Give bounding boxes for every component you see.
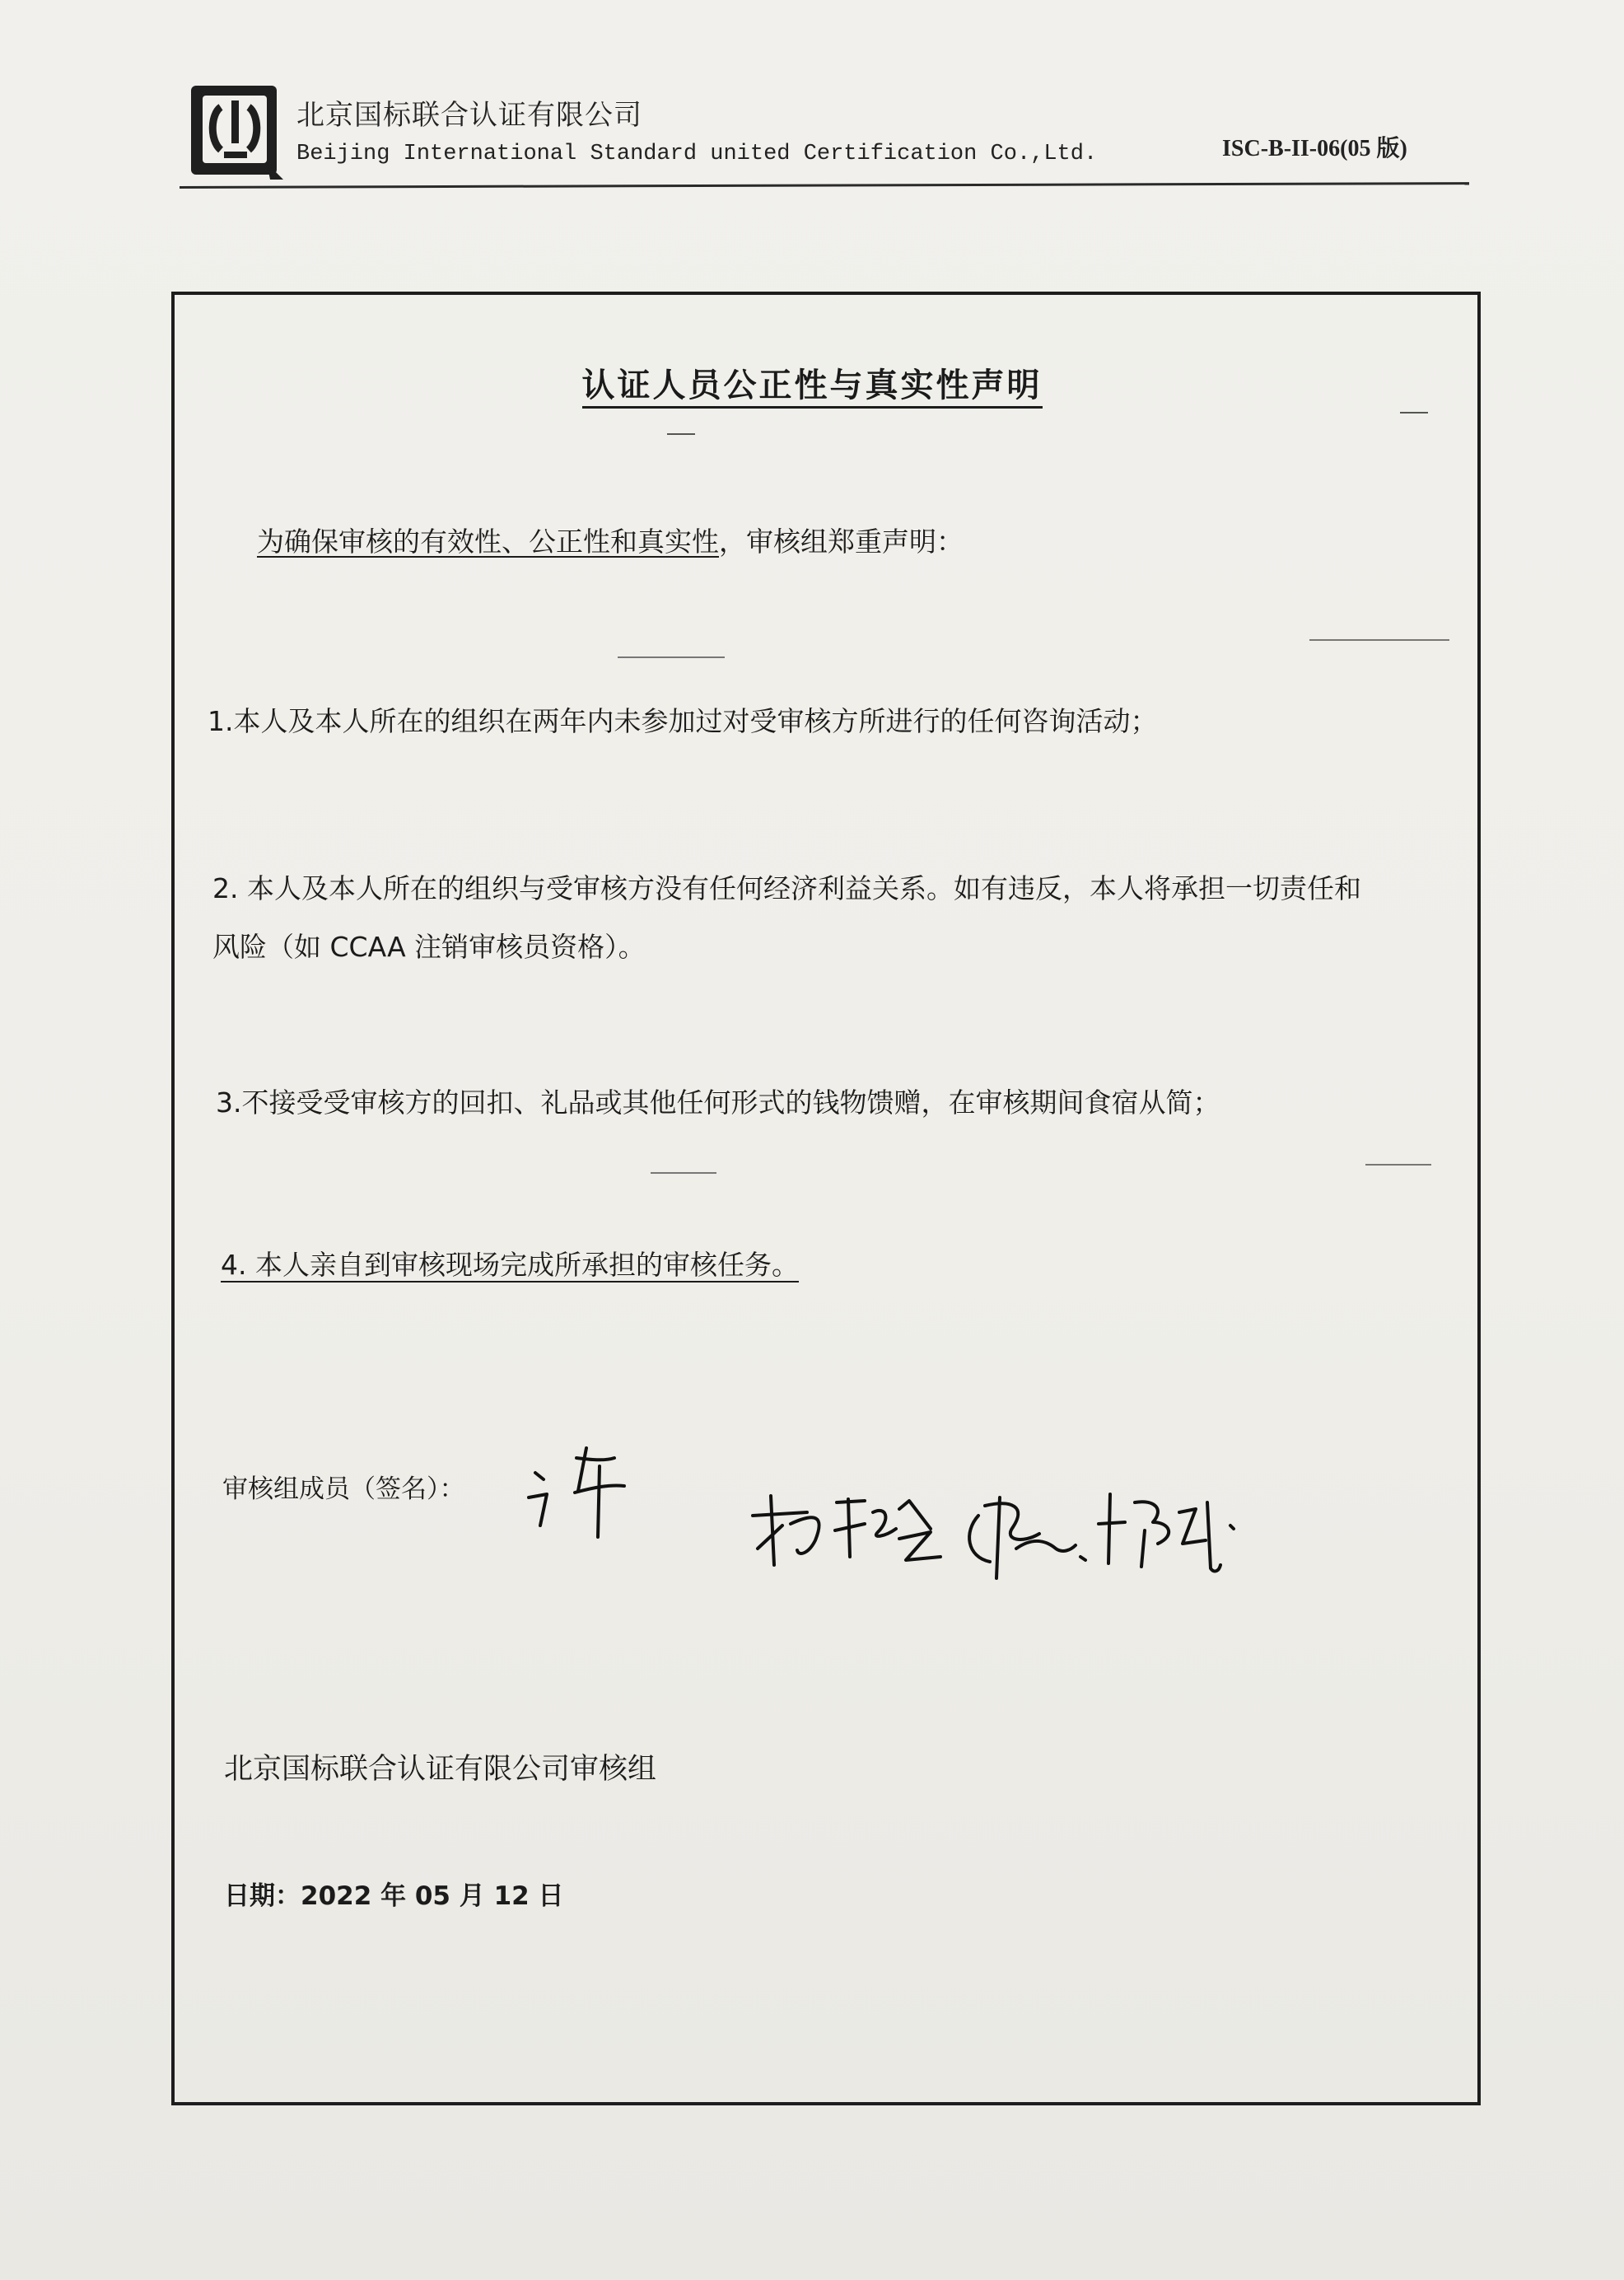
- audit-team-name: 北京国标联合认证有限公司审核组: [224, 1753, 657, 1786]
- declaration-item-4: 4. 本人亲自到审核现场完成所承担的审核任务。: [221, 1249, 799, 1281]
- company-logo-icon: [188, 82, 287, 181]
- intro-rest: ，审核组郑重声明：: [719, 526, 964, 558]
- faint-mark: [1365, 1164, 1431, 1166]
- declaration-frame: [171, 292, 1481, 2105]
- intro-statement: [257, 521, 964, 559]
- document-code: ISC-B-II-06(05 版): [1222, 136, 1407, 161]
- faint-mark: [618, 656, 725, 658]
- faint-mark: [1309, 639, 1449, 641]
- faint-mark: [1400, 412, 1428, 413]
- intro-underlined: 为确保审核的有效性、公正性和真实性: [257, 526, 719, 558]
- declaration-item-2: 2. 本人及本人所在的组织与受审核方没有任何经济利益关系。如有违反，本人将承担一切责任和: [212, 872, 1361, 904]
- faint-mark: [651, 1172, 716, 1174]
- signature-label: 审核组成员（签名）：: [222, 1474, 465, 1504]
- company-name-cn: 北京国标联合认证有限公司: [296, 99, 642, 132]
- handwritten-signatures: [519, 1433, 1260, 1598]
- declaration-item-1: 1.本人及本人所在的组织在两年内未参加过对受审核方所进行的任何咨询活动；: [208, 705, 1158, 737]
- document-title: [0, 359, 1624, 406]
- faint-mark: [667, 433, 695, 435]
- declaration-item-2-continued: 风险（如 CCAA 注销审核员资格）。: [212, 931, 646, 963]
- header-divider: [180, 182, 1469, 189]
- signing-date: 日期：2022 年 05 月 12 日: [224, 1881, 564, 1911]
- declaration-item-3: 3.不接受受审核方的回扣、礼品或其他任何形式的钱物馈赠，在审核期间食宿从简；: [216, 1086, 1220, 1119]
- document-title-text: 认证人员公正性与真实性声明: [582, 367, 1043, 409]
- company-name-en: Beijing International Standard united Certification Co.,Ltd.: [296, 142, 1098, 166]
